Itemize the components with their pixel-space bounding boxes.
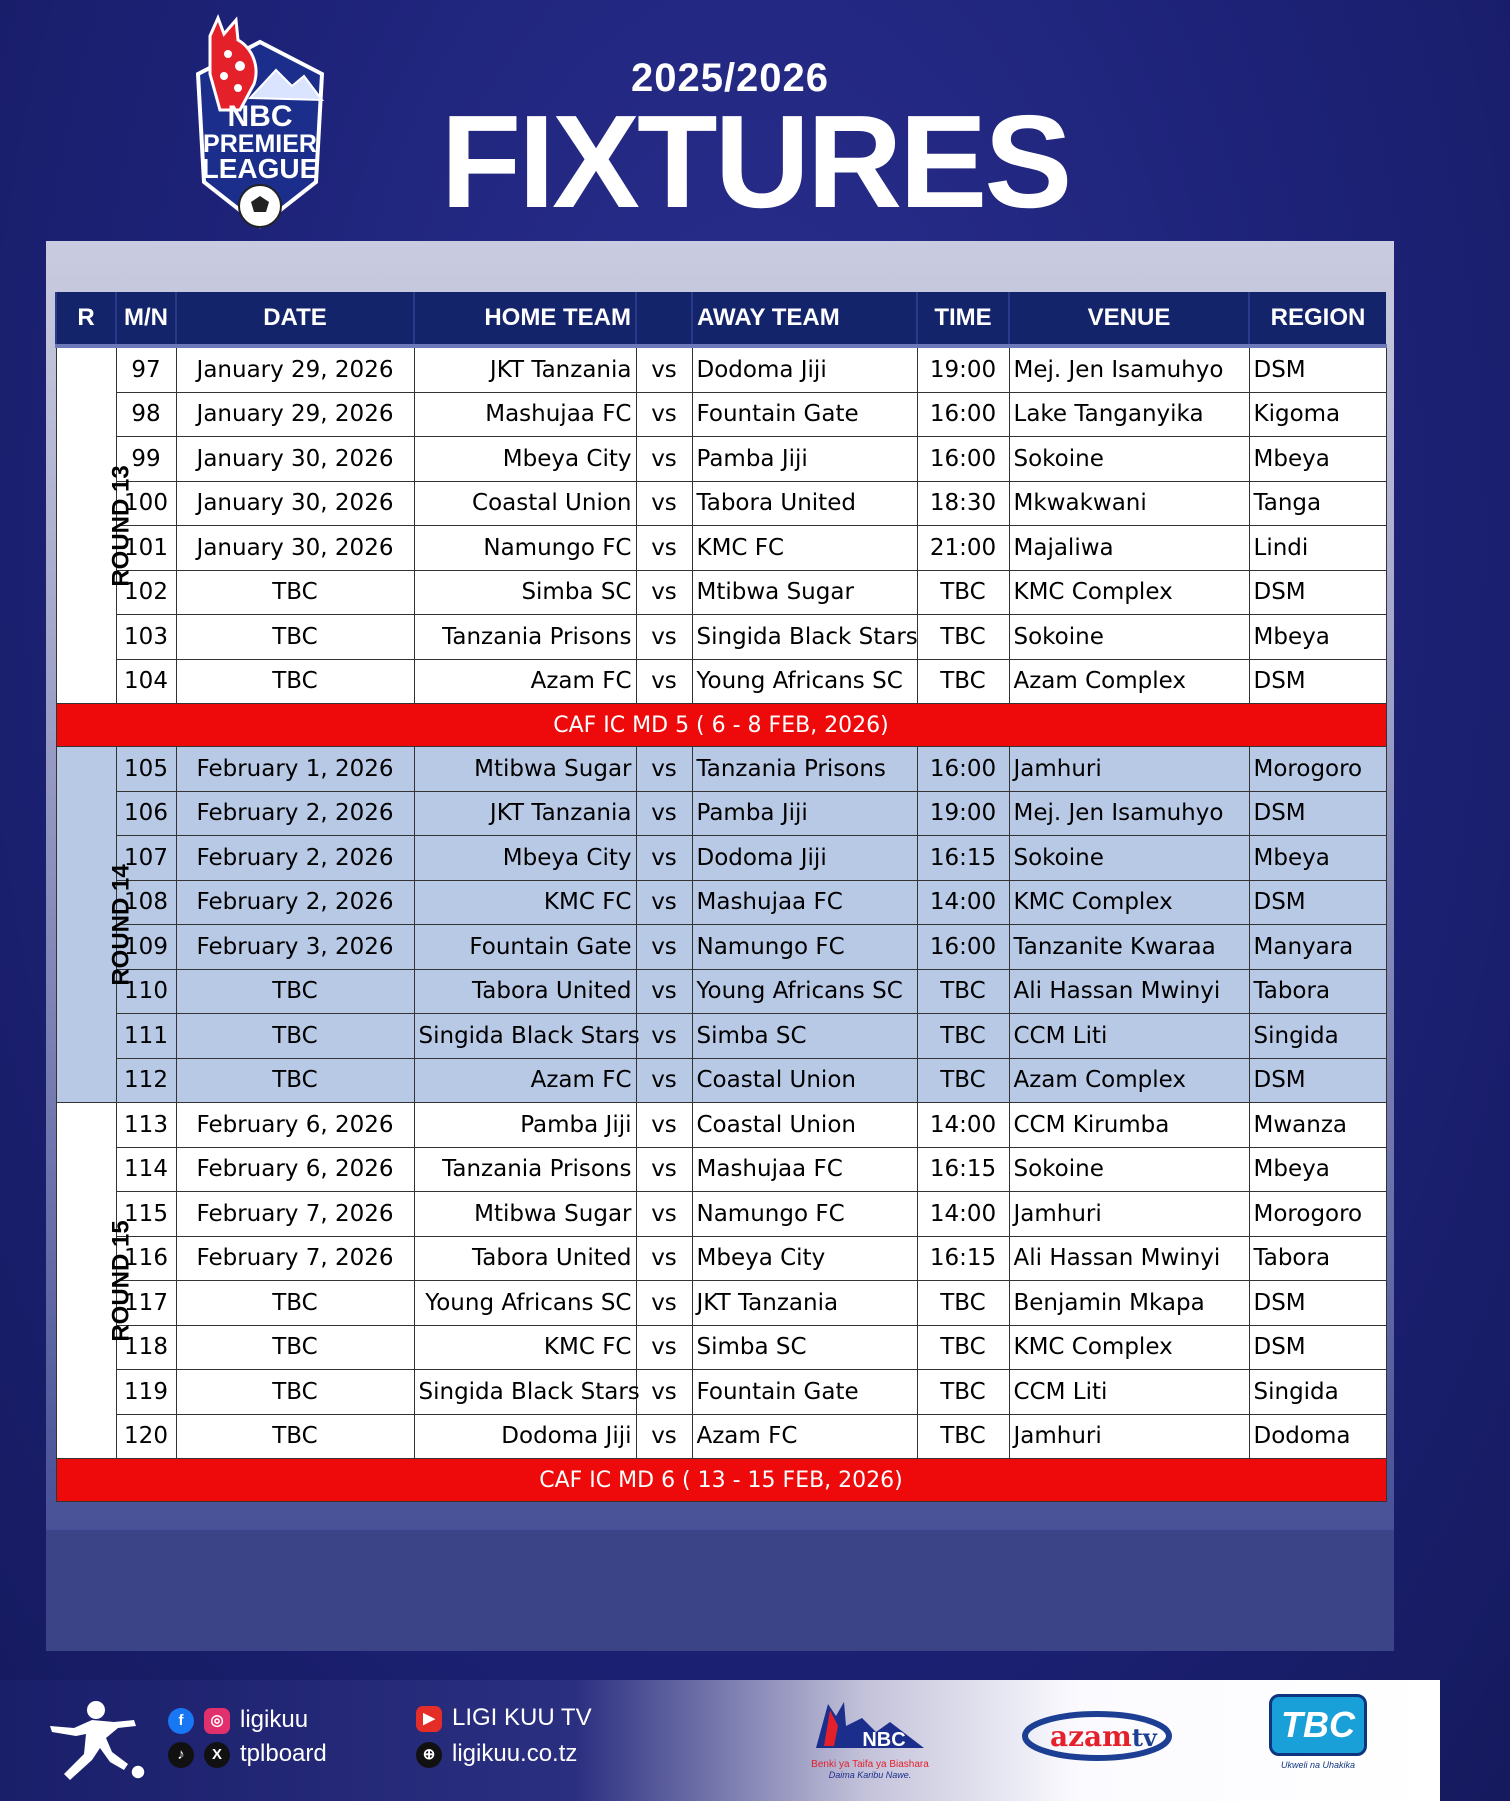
table-row: [56, 1414, 1386, 1459]
away-team-cell: Fountain Gate: [692, 1370, 917, 1415]
home-team-cell: Tabora United: [414, 1236, 636, 1281]
away-team-cell: Namungo FC: [692, 925, 917, 970]
vs-label-cell: vs: [636, 1236, 692, 1281]
home-team-cell: Mtibwa Sugar: [414, 1192, 636, 1237]
venue-cell: Sokoine: [1009, 1147, 1249, 1192]
kickoff-time-cell: TBC: [917, 1058, 1009, 1103]
home-team-cell: Mashujaa FC: [414, 392, 636, 437]
vs-label-cell: vs: [636, 1325, 692, 1370]
match-number-cell: 115: [116, 1192, 176, 1237]
kickoff-time-cell: 14:00: [917, 1192, 1009, 1237]
vs-label-cell: vs: [636, 1014, 692, 1059]
region-cell: Singida: [1249, 1370, 1386, 1415]
region-cell: Kigoma: [1249, 392, 1386, 437]
region-cell: DSM: [1249, 1281, 1386, 1326]
kickoff-time-cell: TBC: [917, 1014, 1009, 1059]
region-cell: DSM: [1249, 659, 1386, 704]
match-number-cell: 101: [116, 526, 176, 571]
fixtures-body: [56, 346, 1386, 1502]
table-row: [56, 346, 1386, 392]
kickoff-time-cell: 16:15: [917, 836, 1009, 881]
social-row-ligikuu[interactable]: [168, 1706, 308, 1734]
match-date-cell: TBC: [176, 1325, 414, 1370]
round-label: ROUND 15: [107, 1219, 135, 1342]
match-date-cell: TBC: [176, 1058, 414, 1103]
venue-cell: CCM Liti: [1009, 1014, 1249, 1059]
away-team-cell: Azam FC: [692, 1414, 917, 1459]
caf-banner: CAF IC MD 6 ( 13 - 15 FEB, 2026): [56, 1459, 1386, 1502]
venue-cell: KMC Complex: [1009, 1325, 1249, 1370]
home-team-cell: JKT Tanzania: [414, 346, 636, 392]
col-away-team-header: AWAY TEAM: [692, 292, 917, 346]
region-cell: Lindi: [1249, 526, 1386, 571]
region-cell: Morogoro: [1249, 747, 1386, 792]
match-date-cell: February 2, 2026: [176, 836, 414, 881]
vs-label-cell: vs: [636, 1147, 692, 1192]
match-number-cell: 110: [116, 969, 176, 1014]
vs-label-cell: vs: [636, 437, 692, 482]
match-number-cell: 117: [116, 1281, 176, 1326]
venue-cell: Majaliwa: [1009, 526, 1249, 571]
vs-label-cell: vs: [636, 346, 692, 392]
venue-cell: Benjamin Mkapa: [1009, 1281, 1249, 1326]
venue-cell: Ali Hassan Mwinyi: [1009, 969, 1249, 1014]
match-number-cell: 103: [116, 615, 176, 660]
vs-label-cell: vs: [636, 481, 692, 526]
venue-cell: Sokoine: [1009, 836, 1249, 881]
venue-cell: CCM Kirumba: [1009, 1103, 1249, 1148]
nbc-giraffe-icon: [810, 1696, 930, 1756]
tbc-tagline: Ukweli na Uhakika: [1280, 1760, 1356, 1770]
away-team-cell: Dodoma Jiji: [692, 836, 917, 881]
kickoff-time-cell: 19:00: [917, 791, 1009, 836]
col-vs-header: [636, 292, 692, 346]
match-number-cell: 120: [116, 1414, 176, 1459]
table-row: [56, 969, 1386, 1014]
home-team-cell: Mbeya City: [414, 836, 636, 881]
away-team-cell: Namungo FC: [692, 1192, 917, 1237]
venue-cell: Jamhuri: [1009, 747, 1249, 792]
venue-cell: Sokoine: [1009, 437, 1249, 482]
match-date-cell: February 6, 2026: [176, 1147, 414, 1192]
venue-cell: Azam Complex: [1009, 1058, 1249, 1103]
region-cell: DSM: [1249, 1058, 1386, 1103]
kickoff-time-cell: 16:15: [917, 1236, 1009, 1281]
match-number-cell: 100: [116, 481, 176, 526]
kickoff-time-cell: 16:00: [917, 747, 1009, 792]
away-team-cell: Dodoma Jiji: [692, 346, 917, 392]
facebook-icon[interactable]: f: [168, 1708, 194, 1734]
nbc-slogan: Daima Karibu Nawe.: [828, 1770, 912, 1780]
vs-label-cell: vs: [636, 615, 692, 660]
caf-banner-row: [56, 1459, 1386, 1502]
vs-label-cell: vs: [636, 880, 692, 925]
match-date-cell: February 3, 2026: [176, 925, 414, 970]
round-label: ROUND 13: [107, 464, 135, 587]
social-handle-ligikuu[interactable]: ligikuu: [240, 1706, 309, 1733]
azam-name: azam: [1050, 1720, 1132, 1753]
home-team-cell: Singida Black Stars: [414, 1014, 636, 1059]
venue-cell: CCM Liti: [1009, 1370, 1249, 1415]
instagram-icon[interactable]: ◎: [204, 1708, 230, 1734]
kickoff-time-cell: 21:00: [917, 526, 1009, 571]
region-cell: Dodoma: [1249, 1414, 1386, 1459]
kickoff-time-cell: TBC: [917, 1370, 1009, 1415]
footballer-icon: [44, 1698, 154, 1788]
home-team-cell: Azam FC: [414, 1058, 636, 1103]
logo-text-nbc: NBC: [227, 100, 293, 133]
match-number-cell: 112: [116, 1058, 176, 1103]
globe-icon[interactable]: ⊕: [416, 1742, 442, 1768]
vs-label-cell: vs: [636, 1370, 692, 1415]
match-date-cell: January 29, 2026: [176, 346, 414, 392]
table-row: [56, 1192, 1386, 1237]
home-team-cell: KMC FC: [414, 1325, 636, 1370]
away-team-cell: Pamba Jiji: [692, 791, 917, 836]
home-team-cell: Azam FC: [414, 659, 636, 704]
vs-label-cell: vs: [636, 1281, 692, 1326]
match-number-cell: 97: [116, 346, 176, 392]
col-round-header: R: [56, 292, 116, 346]
x-icon[interactable]: X: [204, 1742, 230, 1768]
match-number-cell: 102: [116, 570, 176, 615]
match-number-cell: 99: [116, 437, 176, 482]
match-date-cell: TBC: [176, 1281, 414, 1326]
vs-label-cell: vs: [636, 392, 692, 437]
round-label-cell: [56, 747, 135, 1103]
season-label: 2025/2026: [630, 56, 830, 100]
table-row: [56, 747, 1386, 792]
home-team-cell: Tabora United: [414, 969, 636, 1014]
kickoff-time-cell: 18:30: [917, 481, 1009, 526]
home-team-cell: JKT Tanzania: [414, 791, 636, 836]
match-number-cell: 118: [116, 1325, 176, 1370]
venue-cell: Ali Hassan Mwinyi: [1009, 1236, 1249, 1281]
region-cell: Tabora: [1249, 1236, 1386, 1281]
vs-label-cell: vs: [636, 570, 692, 615]
table-row: [56, 1281, 1386, 1326]
col-home-team-header: HOME TEAM: [414, 292, 636, 346]
table-row: [56, 1325, 1386, 1370]
match-date-cell: TBC: [176, 1370, 414, 1415]
venue-cell: Jamhuri: [1009, 1192, 1249, 1237]
vs-label-cell: vs: [636, 969, 692, 1014]
region-cell: Mwanza: [1249, 1103, 1386, 1148]
kickoff-time-cell: TBC: [917, 969, 1009, 1014]
azam-suffix: tv: [1131, 1723, 1157, 1752]
home-team-cell: Coastal Union: [414, 481, 636, 526]
home-team-cell: Singida Black Stars: [414, 1370, 636, 1415]
kickoff-time-cell: TBC: [917, 1414, 1009, 1459]
home-team-cell: KMC FC: [414, 880, 636, 925]
match-number-cell: 116: [116, 1236, 176, 1281]
kickoff-time-cell: TBC: [917, 570, 1009, 615]
home-team-cell: Fountain Gate: [414, 925, 636, 970]
logo-text-premier: PREMIER: [203, 130, 317, 158]
match-date-cell: TBC: [176, 969, 414, 1014]
match-number-cell: 114: [116, 1147, 176, 1192]
header: [0, 0, 1440, 240]
col-time-header: TIME: [917, 292, 1009, 346]
caf-banner: CAF IC MD 5 ( 6 - 8 FEB, 2026): [56, 704, 1386, 747]
region-cell: Mbeya: [1249, 1147, 1386, 1192]
match-number-cell: 108: [116, 880, 176, 925]
away-team-cell: Tanzania Prisons: [692, 747, 917, 792]
away-team-cell: Young Africans SC: [692, 969, 917, 1014]
away-team-cell: Tabora United: [692, 481, 917, 526]
home-team-cell: Dodoma Jiji: [414, 1414, 636, 1459]
table-row: [56, 659, 1386, 704]
table-row: [56, 1058, 1386, 1103]
region-cell: Tanga: [1249, 481, 1386, 526]
match-date-cell: February 6, 2026: [176, 1103, 414, 1148]
venue-cell: Sokoine: [1009, 615, 1249, 660]
match-date-cell: January 29, 2026: [176, 392, 414, 437]
away-team-cell: Pamba Jiji: [692, 437, 917, 482]
venue-cell: KMC Complex: [1009, 880, 1249, 925]
venue-cell: Lake Tanganyika: [1009, 392, 1249, 437]
home-team-cell: Mbeya City: [414, 437, 636, 482]
nbc-tagline: Benki ya Taifa ya Biashara: [811, 1759, 929, 1770]
logo-text-league: LEAGUE: [201, 153, 319, 184]
kickoff-time-cell: TBC: [917, 1281, 1009, 1326]
table-header-row: [56, 292, 1386, 346]
match-date-cell: February 7, 2026: [176, 1236, 414, 1281]
social-handle-tplboard[interactable]: tplboard: [240, 1740, 327, 1767]
match-date-cell: January 30, 2026: [176, 481, 414, 526]
home-team-cell: Tanzania Prisons: [414, 1147, 636, 1192]
table-row: [56, 1103, 1386, 1148]
region-cell: Tabora: [1249, 969, 1386, 1014]
vs-label-cell: vs: [636, 791, 692, 836]
home-team-cell: Young Africans SC: [414, 1281, 636, 1326]
kickoff-time-cell: TBC: [917, 659, 1009, 704]
nbc-partner-name: NBC: [862, 1729, 906, 1751]
kickoff-time-cell: 16:00: [917, 925, 1009, 970]
vs-label-cell: vs: [636, 1058, 692, 1103]
away-team-cell: Simba SC: [692, 1014, 917, 1059]
kickoff-time-cell: 14:00: [917, 880, 1009, 925]
venue-cell: Mej. Jen Isamuhyo: [1009, 791, 1249, 836]
match-date-cell: February 7, 2026: [176, 1192, 414, 1237]
home-team-cell: Simba SC: [414, 570, 636, 615]
page-title: FIXTURES: [440, 88, 1070, 235]
table-row: [56, 1147, 1386, 1192]
kickoff-time-cell: TBC: [917, 1325, 1009, 1370]
away-team-cell: Coastal Union: [692, 1058, 917, 1103]
match-number-cell: 109: [116, 925, 176, 970]
away-team-cell: Mbeya City: [692, 1236, 917, 1281]
away-team-cell: Coastal Union: [692, 1103, 917, 1148]
match-date-cell: January 30, 2026: [176, 526, 414, 571]
kickoff-time-cell: 16:00: [917, 392, 1009, 437]
vs-label-cell: vs: [636, 526, 692, 571]
region-cell: DSM: [1249, 1325, 1386, 1370]
round-label: ROUND 14: [107, 863, 135, 986]
match-date-cell: TBC: [176, 615, 414, 660]
vs-label-cell: vs: [636, 1414, 692, 1459]
venue-cell: Mej. Jen Isamuhyo: [1009, 346, 1249, 392]
kickoff-time-cell: 14:00: [917, 1103, 1009, 1148]
table-row: [56, 615, 1386, 660]
vs-label-cell: vs: [636, 836, 692, 881]
match-number-cell: 104: [116, 659, 176, 704]
col-match-number-header: M/N: [116, 292, 176, 346]
away-team-cell: Mashujaa FC: [692, 1147, 917, 1192]
away-team-cell: KMC FC: [692, 526, 917, 571]
youtube-icon[interactable]: ▶: [416, 1706, 442, 1732]
social-handle-youtube[interactable]: LIGI KUU TV: [452, 1704, 592, 1731]
venue-cell: KMC Complex: [1009, 570, 1249, 615]
kickoff-time-cell: 16:15: [917, 1147, 1009, 1192]
social-row-tplboard[interactable]: [168, 1740, 327, 1768]
table-row: [56, 570, 1386, 615]
azam-brand: [1050, 1720, 1157, 1753]
round-label-cell: [56, 1103, 135, 1459]
table-row: [56, 1014, 1386, 1059]
website-link[interactable]: ligikuu.co.tz: [452, 1740, 578, 1767]
match-number-cell: 107: [116, 836, 176, 881]
match-date-cell: February 1, 2026: [176, 747, 414, 792]
region-cell: Morogoro: [1249, 1192, 1386, 1237]
match-date-cell: TBC: [176, 659, 414, 704]
home-team-cell: Tanzania Prisons: [414, 615, 636, 660]
azamtv-partner-logo: [1022, 1710, 1172, 1762]
social-row-youtube[interactable]: [416, 1704, 592, 1732]
table-row: [56, 481, 1386, 526]
match-number-cell: 111: [116, 1014, 176, 1059]
col-date-header: DATE: [176, 292, 414, 346]
vs-label-cell: vs: [636, 1192, 692, 1237]
col-region-header: REGION: [1249, 292, 1386, 346]
away-team-cell: Singida Black Stars: [692, 615, 917, 660]
match-date-cell: January 30, 2026: [176, 437, 414, 482]
home-team-cell: Pamba Jiji: [414, 1103, 636, 1148]
away-team-cell: Young Africans SC: [692, 659, 917, 704]
vs-label-cell: vs: [636, 659, 692, 704]
away-team-cell: Mtibwa Sugar: [692, 570, 917, 615]
match-number-cell: 106: [116, 791, 176, 836]
round-label-cell: [56, 346, 135, 704]
table-row: [56, 1370, 1386, 1415]
vs-label-cell: vs: [636, 925, 692, 970]
table-row: [56, 925, 1386, 970]
table-row: [56, 836, 1386, 881]
vs-label-cell: vs: [636, 747, 692, 792]
away-team-cell: Fountain Gate: [692, 392, 917, 437]
match-date-cell: TBC: [176, 1014, 414, 1059]
table-row: [56, 880, 1386, 925]
table-row: [56, 791, 1386, 836]
kickoff-time-cell: 19:00: [917, 346, 1009, 392]
table-row: [56, 526, 1386, 571]
region-cell: DSM: [1249, 346, 1386, 392]
tbc-name: TBC: [1269, 1694, 1367, 1756]
match-number-cell: 98: [116, 392, 176, 437]
fixtures-panel-bottom: [46, 1530, 1394, 1651]
footer: [0, 1680, 1440, 1801]
away-team-cell: Mashujaa FC: [692, 880, 917, 925]
region-cell: Mbeya: [1249, 437, 1386, 482]
tiktok-icon[interactable]: ♪: [168, 1742, 194, 1768]
kickoff-time-cell: TBC: [917, 615, 1009, 660]
region-cell: Mbeya: [1249, 615, 1386, 660]
home-team-cell: Namungo FC: [414, 526, 636, 571]
venue-cell: Tanzanite Kwaraa: [1009, 925, 1249, 970]
table-row: [56, 437, 1386, 482]
venue-cell: Mkwakwani: [1009, 481, 1249, 526]
col-venue-header: VENUE: [1009, 292, 1249, 346]
venue-cell: Azam Complex: [1009, 659, 1249, 704]
home-team-cell: Mtibwa Sugar: [414, 747, 636, 792]
away-team-cell: Simba SC: [692, 1325, 917, 1370]
match-date-cell: TBC: [176, 570, 414, 615]
fixtures-table: [55, 292, 1387, 1502]
nbc-partner-logo: [810, 1696, 930, 1780]
venue-cell: Jamhuri: [1009, 1414, 1249, 1459]
match-number-cell: 105: [116, 747, 176, 792]
region-cell: DSM: [1249, 570, 1386, 615]
region-cell: DSM: [1249, 791, 1386, 836]
social-row-website[interactable]: [416, 1740, 577, 1768]
region-cell: Manyara: [1249, 925, 1386, 970]
table-row: [56, 392, 1386, 437]
region-cell: Mbeya: [1249, 836, 1386, 881]
table-row: [56, 1236, 1386, 1281]
match-date-cell: February 2, 2026: [176, 791, 414, 836]
match-number-cell: 113: [116, 1103, 176, 1148]
match-date-cell: TBC: [176, 1414, 414, 1459]
tbc-partner-logo: [1268, 1694, 1368, 1770]
kickoff-time-cell: 16:00: [917, 437, 1009, 482]
match-date-cell: February 2, 2026: [176, 880, 414, 925]
region-cell: Singida: [1249, 1014, 1386, 1059]
away-team-cell: JKT Tanzania: [692, 1281, 917, 1326]
caf-banner-row: [56, 704, 1386, 747]
region-cell: DSM: [1249, 880, 1386, 925]
match-number-cell: 119: [116, 1370, 176, 1415]
vs-label-cell: vs: [636, 1103, 692, 1148]
